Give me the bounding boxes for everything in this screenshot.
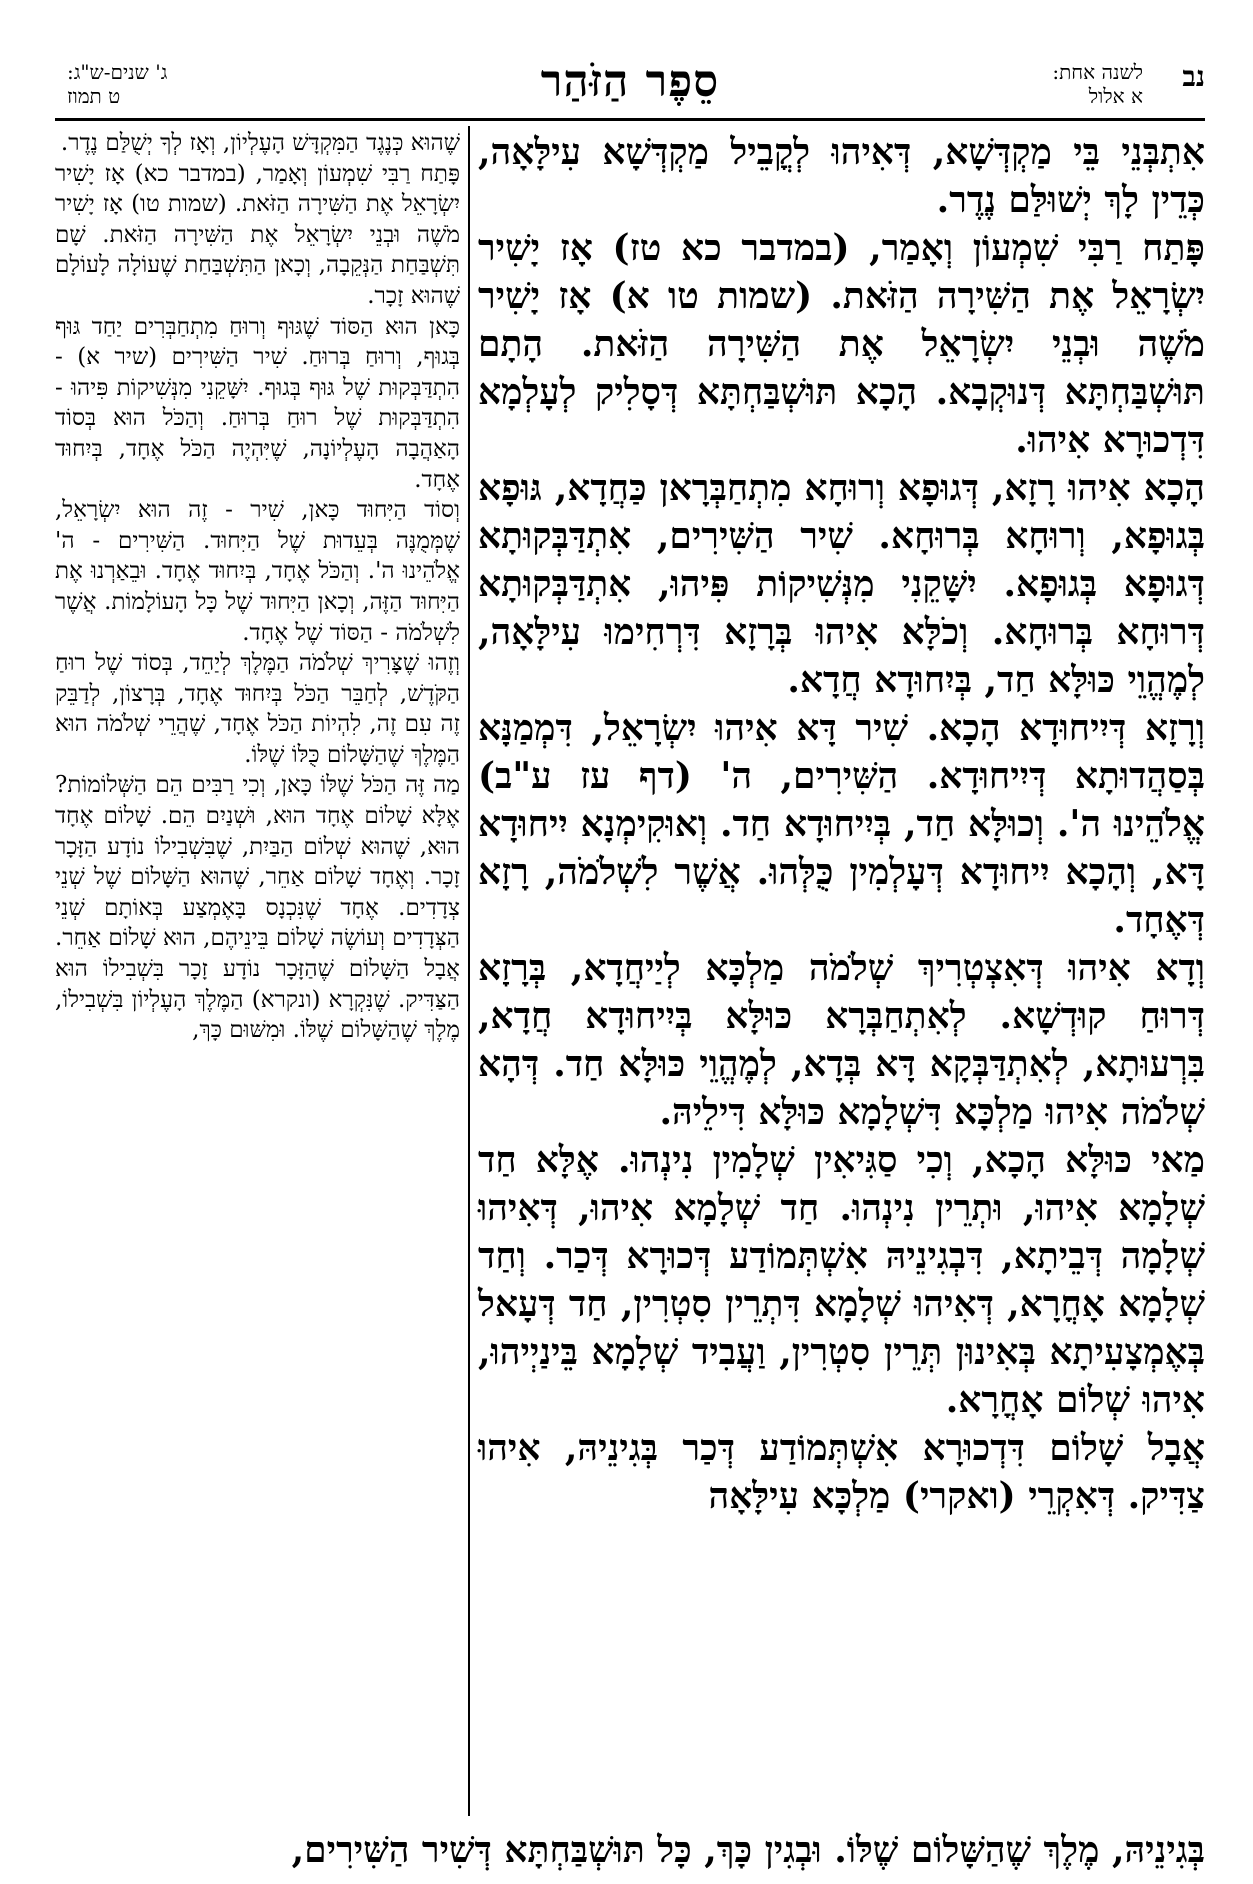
header-left-line1: ג' שנים-ש"ג:: [67, 60, 168, 84]
page-number: נב: [1182, 60, 1205, 93]
column-divider: [468, 126, 470, 1816]
main-paragraph: אִתְבְּנֵי בֵּי מַקְדְּשָׁא, דְּאִיהוּ לְקֳבֵיל מַקְדְּשָׁא עִילָּאָה, כְּדֵין לָךְ יְשׁוּלַּם נֶדֶר.: [478, 131, 1205, 221]
header-divider: [55, 118, 1205, 121]
aramaic-main-column: [478, 128, 1205, 1520]
side-paragraph: פָּתַח רַבִּי שִׁמְעוֹן וְאָמַר, (במדבר כא) אָז יָשִׁיר יִשְׂרָאֵל אֶת הַשִּׁירָה הַזֹּאת. (שמות טו) אָז יָשִׁיר מֹשֶׁה וּבְנֵי יִשְׂרָאֵל אֶת הַשִּׁירָה הַזֹּאת. שָׁם תִּשְׁבַּחַת הַנְּקֵבָה, וְכָאן הַתִּשְׁבַּחַת שֶׁעוֹלָה לָעוֹלָם שֶׁהוּא זָכָר.: [55, 160, 460, 309]
main-paragraph: הָכָא אִיהוּ רָזָא, דְּגוּפָא וְרוּחָא מִתְחַבְּרָאן כַּחֲדָא, גּוּפָא בְּגוּפָא, וְרוּחָא בְּרוּחָא. שִׁיר הַשִּׁירִים, אִתְדַּבְּקוּתָא דְּגוּפָא בְּגוּפָא. יִשָּׁקֵנִי מִנְּשִׁיקוֹת פִּיהוּ, אִתְדַּבְּקוּתָא דְּרוּחָא בְּרוּחָא. וְכֹלָּא אִיהוּ בְּרָזָא דִּרְחִימוּ עִילָּאָה, לְמֶהֱוֵי כּוּלָּא חַד, בְּיִחוּדָא חֲדָא.: [478, 467, 1205, 701]
main-paragraph: מַאי כּוּלָּא הָכָא, וְכִי סַגִּיאִין שְׁלָמִין נִינְהוּ. אֶלָּא חַד שְׁלָמָא אִיהוּ, וּתְרֵין נִינְהוּ. חַד שְׁלָמָא אִיהוּ, דְּאִיהוּ שְׁלָמָה דְּבֵיתָא, דִּבְגִינֵיהּ אִשְׁתְּמוֹדַע דְּכוּרָא דְּכַר. וְחַד שְׁלָמָא אָחֳרָא, דְּאִיהוּ שְׁלָמָא דִּתְרֵין סִטְרִין, חַד דְּעָאל בְּאֶמְצָעִיתָא בְּאִינוּן תְּרֵין סִטְרִין, וַעֲבִיד שְׁלָמָא בֵּינַיְיהוּ, אִיהוּ שְׁלוֹם אָחֳרָא.: [478, 1139, 1205, 1421]
header-left-line2: ט תמוז: [67, 84, 121, 108]
header-right-line2: א אלול: [1088, 84, 1143, 108]
bottom-full-width-line: בְּגִינֵיהּ, מֶלֶךְ שֶׁהַשָּׁלוֹם שֶׁלּוֹ. וּבְגִין כָּךְ, כָּל תּוּשְׁבַּחְתָּא דְּשִׁיר הַשִּׁירִים,: [291, 1829, 1205, 1871]
side-paragraph: שֶׁהוּא כְּנֶגֶד הַמִּקְדָּשׁ הָעֶלְיוֹן, וְאָז לְךָ יְשֻׁלַּם נֶדֶר.: [60, 130, 460, 156]
side-paragraph: וְזֶהוּ שֶׁצָּרִיךְ שְׁלֹמֹה הַמֶּלֶךְ לְיַחֵד, בְּסוֹד שֶׁל רוּחַ הַקֹּדֶשׁ, לְחַבֵּר הַכֹּל בְּיִחוּד אֶחָד, בְּרָצוֹן, לְדַבֵּק זֶה עִם זֶה, לִהְיוֹת הַכֹּל אֶחָד, שֶׁהֲרֵי שְׁלֹמֹה הוּא הַמֶּלֶךְ שֶׁהַשָּׁלוֹם כֻּלּוֹ שֶׁלּוֹ.: [55, 650, 460, 768]
header-right-line1: לשנה אחת:: [1052, 60, 1143, 84]
side-paragraph: אֲבָל הַשָּׁלוֹם שֶׁהַזָּכָר נוֹדָע זָכָר בִּשְׁבִילוֹ הוּא הַצַּדִּיק. שֶׁנִּקְרָא (ונקרא) הַמֶּלֶךְ הָעֶלְיוֹן בִּשְׁבִילוֹ, מֶלֶךְ שֶׁהַשָּׁלוֹם שֶׁלּוֹ. וּמִשּׁוּם כָּךְ,: [55, 956, 460, 1044]
header-left-note: [67, 60, 167, 108]
side-paragraph: כָּאן הוּא הַסּוֹד שֶׁגּוּף וְרוּחַ מִתְחַבְּרִים יַחַד גּוּף בְּגוּף, וְרוּחַ בְּרוּחַ. שִׁיר הַשִּׁירִים (שיר א) - הִתְדַּבְּקוּת שֶׁל גּוּף בְּגוּף. יִשָּׁקֵנִי מִנְּשִׁיקוֹת פִּיהוּ - הִתְדַּבְּקוּת שֶׁל רוּחַ בְּרוּחַ. וְהַכֹּל הוּא בְּסוֹד הָאַהֲבָה הָעֶלְיוֹנָה, שֶׁיִּהְיֶה הַכֹּל אֶחָד, בְּיִחוּד אֶחָד.: [55, 313, 460, 493]
book-title: סֵפֶר הַזֹּהַר: [540, 56, 720, 107]
hebrew-translation-column: [55, 128, 460, 1046]
side-paragraph: וְסוֹד הַיִּחוּד כָּאן, שִׁיר - זֶה הוּא יִשְׂרָאֵל, שֶׁמְּמֻנֶּה בְּעֵדוּת שֶׁל הַיִּחוּד. הַשִּׁירִים - ה' אֱלֹהֵינוּ ה'. וְהַכֹּל אֶחָד, בְּיִחוּד אֶחָד. וּבֵאַרְנוּ אֶת הַיִּחוּד הַזֶּה, וְכָאן הַיִּחוּד שֶׁל כָּל הָעוֹלָמוֹת. אֲשֶׁר לִשְׁלֹמֹה - הַסּוֹד שֶׁל אֶחָד.: [55, 497, 460, 646]
main-paragraph: וְדָא אִיהוּ דְּאִצְטְרִיךְ שְׁלֹמֹה מַלְכָּא לְיַיחֲדָא, בְּרָזָא דְּרוּחַ קוּדְשָׁא. לְאִתְחַבְּרָא כּוּלָּא בְּיִיחוּדָא חֲדָא, בִּרְעוּתָא, לְאִתְדַּבְּקָא דָּא בְּדָא, לְמֶהֱוֵי כּוּלָּא חַד. דְּהָא שְׁלֹמֹה אִיהוּ מַלְכָּא דִּשְׁלָמָא כּוּלָּא דִּילֵיהּ.: [478, 947, 1205, 1133]
main-paragraph: פָּתַח רַבִּי שִׁמְעוֹן וְאָמַר, (במדבר כא טז) אָז יָשִׁיר יִשְׂרָאֵל אֶת הַשִּׁירָה הַזֹּאת. (שמות טו א) אָז יָשִׁיר מֹשֶׁה וּבְנֵי יִשְׂרָאֵל אֶת הַשִּׁירָה הַזֹּאת. הָתָם תּוּשְׁבַּחְתָּא דְּנוּקְבָא. הָכָא תּוּשְׁבַּחְתָּא דְּסָלִיק לְעָלְמָא דִּדְכוּרָא אִיהוּ.: [478, 227, 1205, 461]
page-header: [55, 58, 1205, 120]
main-paragraph: וְרָזָא דְּיִיחוּדָא הָכָא. שִׁיר דָּא אִיהוּ יִשְׂרָאֵל, דִּמְמַנָּא בְּסַהֲדוּתָא דְּיִיחוּדָא. הַשִּׁירִים, ה' (דף עז ע"ב) אֱלֹהֵינוּ ה'. וְכוּלָּא חַד, בְּיִיחוּדָא חַד. וְאוּקִימְנָא יִיחוּדָא דָּא, וְהָכָא יִיחוּדָא דְּעָלְמִין כֻּלְּהוּ. אֲשֶׁר לִשְׁלֹמֹה, רָזָא דְּאֶחָד.: [478, 707, 1205, 941]
main-paragraph: אֲבָל שָׁלוֹם דִּדְכוּרָא אִשְׁתְּמוֹדַע דְּכַר בְּגִינֵיהּ, אִיהוּ צַדִּיק. דְּאִקְרֵי (ואקרי) מַלְכָּא עִילָּאָה: [478, 1427, 1205, 1517]
side-paragraph: מַה זֶּה הַכֹּל שֶׁלּוֹ כָּאן, וְכִי רַבִּים הֵם הַשְּׁלוֹמוֹת? אֶלָּא שָׁלוֹם אֶחָד הוּא, וּשְׁנַיִם הֵם. שָׁלוֹם אֶחָד הוּא, שֶׁהוּא שְׁלוֹם הַבַּיִת, שֶׁבִּשְׁבִילוֹ נוֹדָע הַזָּכָר זָכָר. וְאֶחָד שָׁלוֹם אַחֵר, שֶׁהוּא הַשָּׁלוֹם שֶׁל שְׁנֵי צְדָדִים. אֶחָד שֶׁנִּכְנָס בָּאֶמְצַע בְּאוֹתָם שְׁנֵי הַצְּדָדִים וְעוֹשֶׂה שָׁלוֹם בֵּינֵיהֶם, הוּא שָׁלוֹם אַחֵר.: [55, 772, 460, 952]
